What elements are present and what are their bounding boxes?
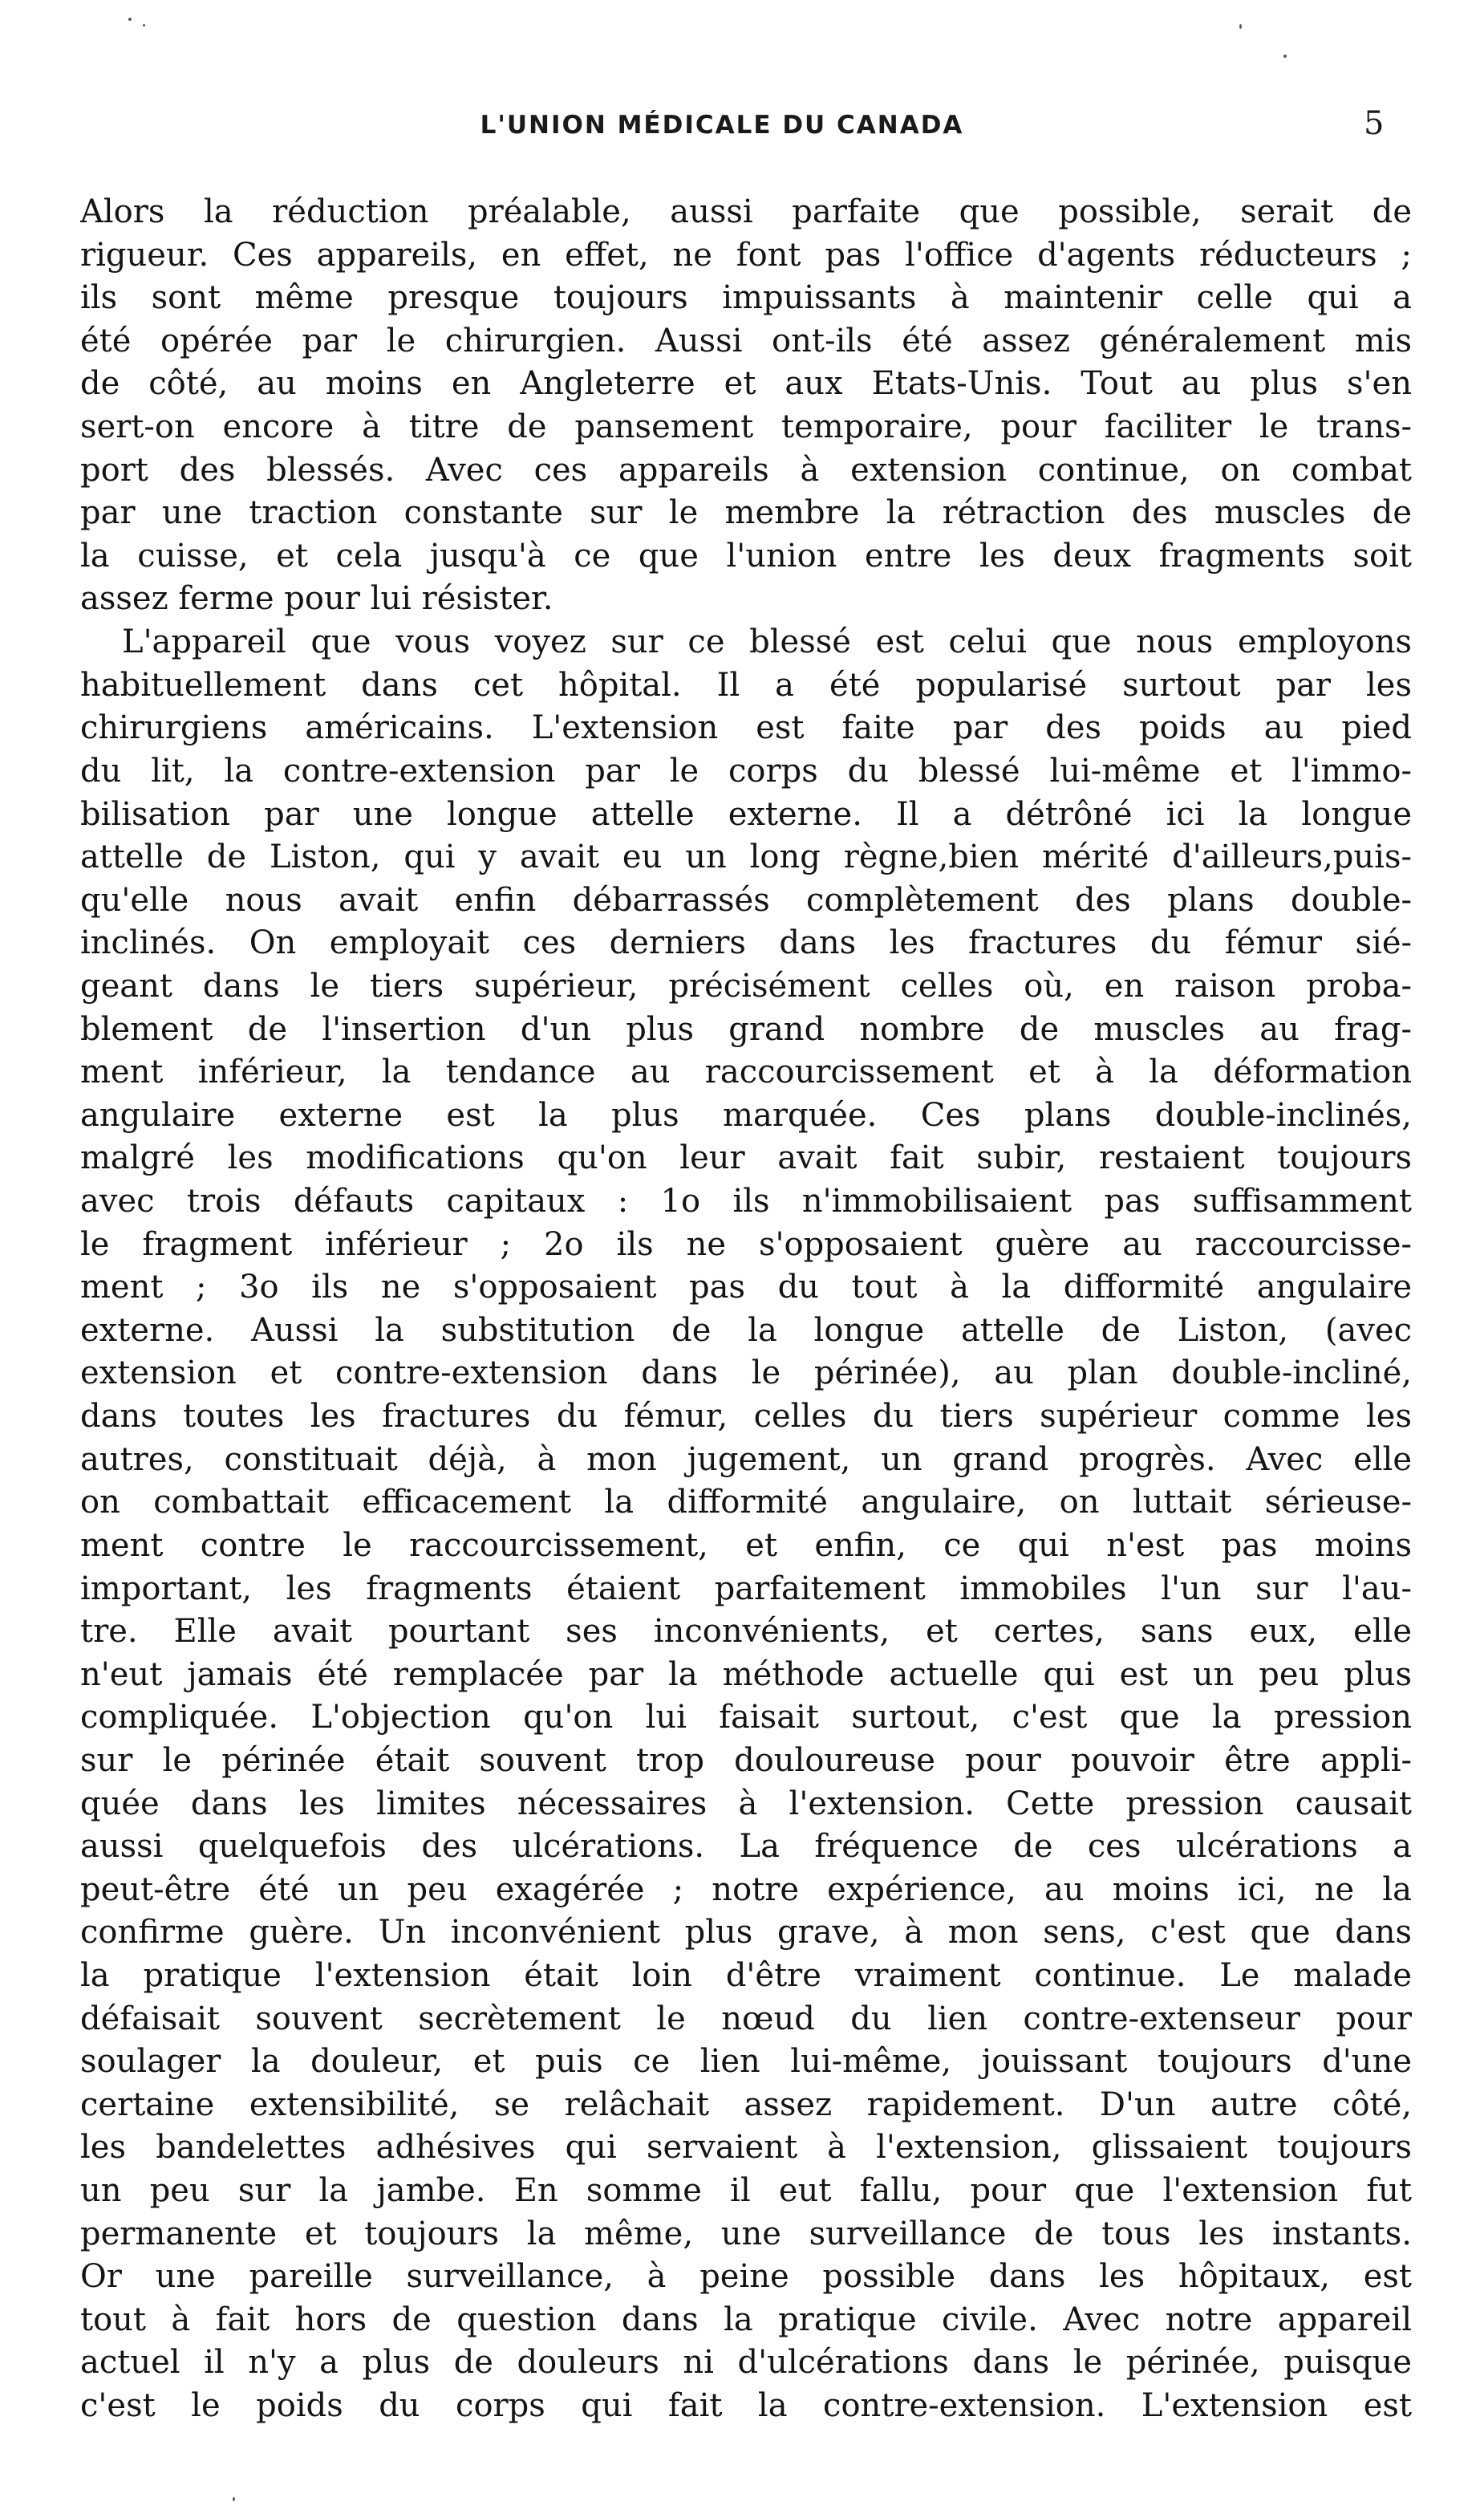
text-line: confirme guère. Un inconvénient plus grave, à mon sens, c'est que dans	[80, 1914, 1412, 1951]
text-line: port des blessés. Avec ces appareils à extension continue, on combat	[80, 451, 1412, 489]
text-line: aussi quelquefois des ulcérations. La fréquence de ces ulcérations a	[80, 1828, 1412, 1866]
text-line: externe. Aussi la substitution de la longue attelle de Liston, (avec	[80, 1311, 1412, 1349]
text-line: quée dans les limites nécessaires à l'extension. Cette pression causait	[80, 1785, 1412, 1822]
text-line: malgré les modifications qu'on leur avait fait subir, restaient toujours	[80, 1139, 1412, 1177]
text-line: important, les fragments étaient parfaitement immobiles l'un sur l'au-	[80, 1570, 1412, 1607]
text-line: permanente et toujours la même, une surveillance de tous les instants.	[80, 2215, 1412, 2252]
text-line: on combattait efficacement la difformité angulaire, on luttait sérieuse-	[80, 1484, 1412, 1521]
scan-speck	[128, 18, 132, 21]
text-line: actuel il n'y a plus de douleurs ni d'ulcérations dans le périnée, puisque	[80, 2344, 1412, 2382]
text-line: compliquée. L'objection qu'on lui faisait surtout, c'est que la pression	[80, 1699, 1412, 1736]
paragraph-first-line: L'appareil que vous voyez sur ce blessé est celui que nous employons	[122, 623, 1412, 661]
text-line: angulaire externe est la plus marquée. Ces plans double-inclinés,	[80, 1096, 1412, 1134]
scan-speck	[1239, 24, 1242, 29]
text-line: du lit, la contre-extension par le corps du blessé lui-même et l'immo-	[80, 752, 1412, 790]
scan-speck	[143, 24, 145, 26]
text-line: été opérée par le chirurgien. Aussi ont-ils été assez généralement mis	[80, 322, 1412, 359]
text-line: tre. Elle avait pourtant ses inconvénients, et certes, sans eux, elle	[80, 1613, 1412, 1651]
text-line: bilisation par une longue attelle externe. Il a détrôné ici la longue	[80, 795, 1412, 833]
text-line: sur le périnée était souvent trop douloureuse pour pouvoir être appli-	[80, 1741, 1412, 1779]
text-line: ment contre le raccourcissement, et enfin, ce qui n'est pas moins	[80, 1526, 1412, 1564]
text-line: tout à fait hors de question dans la pratique civile. Avec notre appareil	[80, 2301, 1412, 2338]
text-line: dans toutes les fractures du fémur, celles du tiers supérieur comme les	[80, 1398, 1412, 1436]
text-line: de côté, au moins en Angleterre et aux Etats-Unis. Tout au plus s'en	[80, 365, 1412, 403]
text-line: par une traction constante sur le membre la rétraction des muscles de	[80, 494, 1412, 532]
text-line: autres, constituait déjà, à mon jugement, un grand progrès. Avec elle	[80, 1440, 1412, 1478]
text-line: chirurgiens américains. L'extension est faite par des poids au pied	[80, 709, 1412, 747]
text-line: avec trois défauts capitaux : 1o ils n'immobilisaient pas suffisamment	[80, 1183, 1412, 1220]
text-line: blement de l'insertion d'un plus grand nombre de muscles au frag-	[80, 1010, 1412, 1048]
scan-speck	[1283, 55, 1287, 58]
running-head: L'UNION MÉDICALE DU CANADA	[480, 111, 964, 140]
text-line: le fragment inférieur ; 2o ils ne s'opposaient guère au raccourcisse-	[80, 1225, 1412, 1263]
text-line: ment ; 3o ils ne s'opposaient pas du tout à la difformité angulaire	[80, 1269, 1412, 1306]
text-line: la pratique l'extension était loin d'être vraiment continue. Le malade	[80, 1956, 1412, 1994]
text-line: habituellement dans cet hôpital. Il a été popularisé surtout par les	[80, 666, 1412, 704]
text-line: Alors la réduction préalable, aussi parfaite que possible, serait de	[80, 193, 1412, 230]
text-line: qu'elle nous avait enfin débarrassés complètement des plans double-	[80, 881, 1412, 919]
text-line: soulager la douleur, et puis ce lien lui-même, jouissant toujours d'une	[80, 2043, 1412, 2081]
text-line: extension et contre-extension dans le périnée), au plan double-incliné,	[80, 1354, 1412, 1392]
text-line: rigueur. Ces appareils, en effet, ne font pas l'office d'agents réducteurs ;	[80, 236, 1412, 274]
text-line: ment inférieur, la tendance au raccourcissement et à la déformation	[80, 1054, 1412, 1091]
text-line: peut-être été un peu exagérée ; notre expérience, au moins ici, ne la	[80, 1870, 1412, 1908]
text-line: Or une pareille surveillance, à peine possible dans les hôpitaux, est	[80, 2258, 1412, 2296]
text-line: sert-on encore à titre de pansement temporaire, pour faciliter le trans-	[80, 408, 1412, 446]
text-line: ils sont même presque toujours impuissants à maintenir celle qui a	[80, 279, 1412, 317]
text-line: assez ferme pour lui résister.	[80, 580, 553, 618]
text-line: attelle de Liston, qui y avait eu un long règne,bien mérité d'ailleurs,puis-	[80, 839, 1412, 876]
text-line: un peu sur la jambe. En somme il eut fallu, pour que l'extension fut	[80, 2172, 1412, 2210]
text-line: c'est le poids du corps qui fait la contre-extension. L'extension est	[80, 2387, 1412, 2425]
page-number: 5	[1364, 105, 1385, 142]
text-line: geant dans le tiers supérieur, précisément celles où, en raison proba-	[80, 967, 1412, 1005]
body-text	[80, 191, 1412, 2428]
text-line: n'eut jamais été remplacée par la méthode actuelle qui est un peu plus	[80, 1655, 1412, 1693]
text-line: défaisait souvent secrètement le nœud du lien contre-extenseur pour	[80, 2000, 1412, 2037]
text-line: la cuisse, et cela jusqu'à ce que l'union entre les deux fragments soit	[80, 537, 1412, 575]
scan-speck	[233, 2497, 235, 2501]
text-line: certaine extensibilité, se relâchait assez rapidement. D'un autre côté,	[80, 2086, 1412, 2123]
text-line: les bandelettes adhésives qui servaient à l'extension, glissaient toujours	[80, 2129, 1412, 2167]
text-line: inclinés. On employait ces derniers dans les fractures du fémur sié-	[80, 924, 1412, 962]
